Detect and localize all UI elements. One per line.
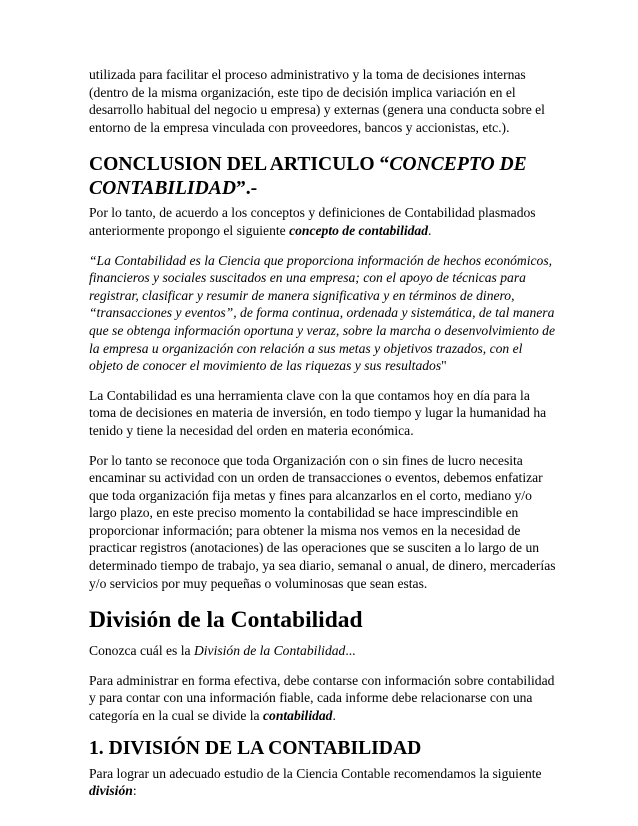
administration-end: .	[332, 708, 336, 724]
administration-text: Para administrar en forma efectiva, debe contarse con información sobre contabilidad y para contar con una información fiable, cada informe debe relacionarse con una categoría en la cual se divide la	[89, 672, 555, 724]
definition-quote	[89, 252, 559, 375]
study-end: :	[132, 783, 137, 799]
division1-heading: 1. DIVISIÓN DE LA CONTABILIDAD	[89, 737, 422, 759]
study-text: Para lograr un adecuado estudio de la Ciencia Contable recomendamos la siguiente	[89, 765, 542, 781]
intro-paragraph: utilizada para facilitar el proceso administrativo y la toma de decisiones internas (dentro de la misma organización, este tipo de decisión implica variación en el desarrollo habitual del negocio u empresa) y externas (genera una conducta sobre el entorno de la empresa vinculada con proveedores, bancos y accionistas, etc.).	[89, 67, 545, 135]
conclusion-lead-text: Por lo tanto, de acuerdo a los conceptos y definiciones de Contabilidad plasmados anteriormente propongo el siguiente	[89, 205, 536, 238]
definition-quote-text: “La Contabilidad es la Ciencia que proporciona información de hechos económicos, financieros y sociales suscitados en una empresa; con el apoyo de técnicas para registrar, clasificar y resumir de manera significativa y en términos de dinero, “transacciones y eventos”, de forma continua, ordenada y sistemática, de tal manera que se obtenga información oportuna y veraz, sobre la marcha o desenvolvimiento de la empresa u organización con relación a sus metas y objetivos trazados, con el objeto de conocer el movimiento de las riquezas y sus resultados	[89, 252, 556, 374]
study-bold: división	[89, 783, 133, 799]
conclusion-lead-end: .	[428, 222, 432, 238]
conclusion-lead-paragraph	[89, 204, 559, 239]
division-intro-end: ...	[345, 643, 356, 659]
organization-paragraph: Por lo tanto se reconoce que toda Organización con o sin fines de lucro necesita encaminar su actividad con un orden de transacciones o eventos, debemos enfatizar que toda organización fija metas y fines para alcanzarlos en el corto, mediano y/o largo plazo, en este preciso momento la contabilidad se hace imprescindible en proporcionar información; para obtener la misma nos vemos en la necesidad de practicar registros (anotaciones) de las operaciones que se susciten a lo largo de un determinado tiempo de trabajo, ya sea diario, semanal o anual, de dinero, mercaderías y/o servicios por muy pequeñas o voluminosas que sean estas.	[89, 452, 556, 591]
tool-paragraph: La Contabilidad es una herramienta clave con la que contamos hoy en día para la toma de decisiones en materia de inversión, en todo tiempo y lugar la humanidad ha tenido y tiene la necesidad del orden en materia económica.	[89, 387, 547, 438]
conclusion-lead-bold: concepto de contabilidad	[289, 222, 429, 238]
document-body	[89, 66, 559, 800]
division-heading: División de la Contabilidad	[89, 607, 363, 634]
definition-quote-end: "	[441, 358, 447, 374]
conclusion-heading-part1: CONCLUSION DEL ARTICULO “	[89, 154, 390, 176]
administration-paragraph	[89, 672, 559, 725]
division-intro-paragraph	[89, 642, 559, 660]
conclusion-heading-part3: ”.-	[235, 178, 258, 200]
administration-bold: contabilidad	[263, 708, 333, 724]
study-paragraph	[89, 765, 559, 800]
division-intro-text: Conozca cuál es la	[89, 643, 194, 659]
conclusion-heading-italic: CONCEPTO DE CONTABILIDAD	[89, 154, 527, 200]
conclusion-heading	[89, 153, 559, 201]
division-intro-italic: División de la Contabilidad	[193, 643, 346, 659]
